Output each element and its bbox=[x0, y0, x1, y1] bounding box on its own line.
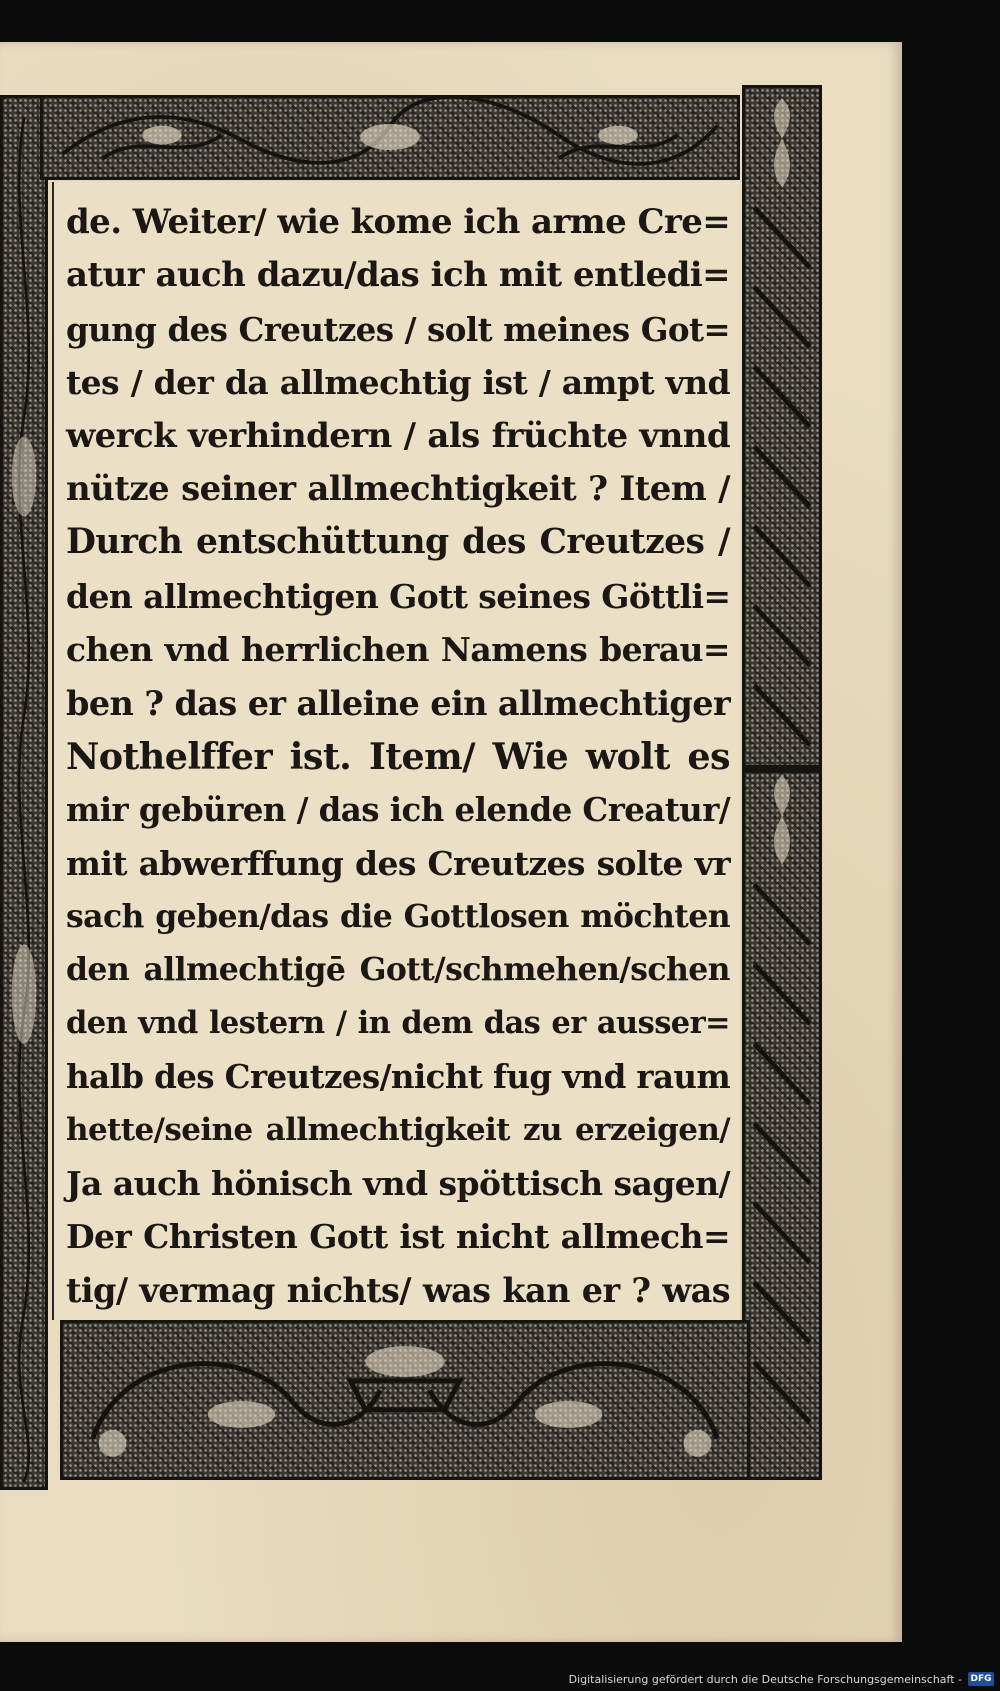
text-line: de. Weiter/ wie kome ich arme Cre= bbox=[66, 202, 731, 242]
right-column-ornament bbox=[742, 85, 822, 1480]
text-line: mir gebüren / das ich elende Creatur/ bbox=[66, 790, 730, 830]
text-line: sach geben/das die Gottlosen möchten bbox=[66, 898, 730, 936]
text-line: mit abwerffung des Creutzes solte vr bbox=[66, 843, 730, 883]
dfg-logo: DFG bbox=[968, 1672, 994, 1686]
text-line: hette/seine allmechtigkeit zu erzeigen/ bbox=[66, 1111, 730, 1148]
top-floral-ornament bbox=[40, 95, 740, 180]
text-line: Der Christen Gott ist nicht allmech= bbox=[66, 1217, 730, 1257]
left-column-ornament bbox=[0, 95, 48, 1490]
right-column-divider bbox=[742, 765, 822, 773]
digitization-credit bbox=[569, 1669, 994, 1689]
text-line: halb des Creutzes/nicht fug vnd raum bbox=[66, 1057, 731, 1097]
credit-text: Digitalisierung gefördert durch die Deutsche Forschungsgemeinschaft - bbox=[568, 1672, 962, 1686]
text-line: werck verhindern / als früchte vnnd bbox=[66, 415, 730, 456]
text-line: den allmechtigen Gott seines Göttli= bbox=[66, 576, 731, 616]
text-line: tig/ vermag nichts/ was kan er ? was bbox=[66, 1270, 730, 1310]
text-line: Ja auch hönisch vnd spöttisch sagen/ bbox=[66, 1164, 730, 1204]
text-line: gung des Creutzes / solt meines Got= bbox=[66, 309, 730, 349]
text-line: chen vnd herrlichen Namens berau= bbox=[66, 630, 730, 670]
text-line: ben ? das er alleine ein allmechtiger bbox=[66, 683, 730, 723]
text-line: tes / der da allmechtig ist / ampt vnd bbox=[66, 363, 730, 403]
text-line: Durch entschüttung des Creutzes / bbox=[66, 522, 730, 563]
text-line: den allmechtigē Gott/schmehen/schen bbox=[66, 951, 730, 989]
text-line: den vnd lestern / in dem das er ausser= bbox=[66, 1004, 730, 1041]
text-block bbox=[52, 182, 740, 1320]
bottom-acanthus-ornament bbox=[60, 1320, 750, 1480]
text-line: nütze seiner allmechtigkeit ? Item / bbox=[66, 468, 730, 509]
text-line: Nothelffer ist. Item/ Wie wolt es bbox=[66, 734, 730, 778]
text-line: atur auch dazu/das ich mit entledi= bbox=[66, 255, 730, 296]
